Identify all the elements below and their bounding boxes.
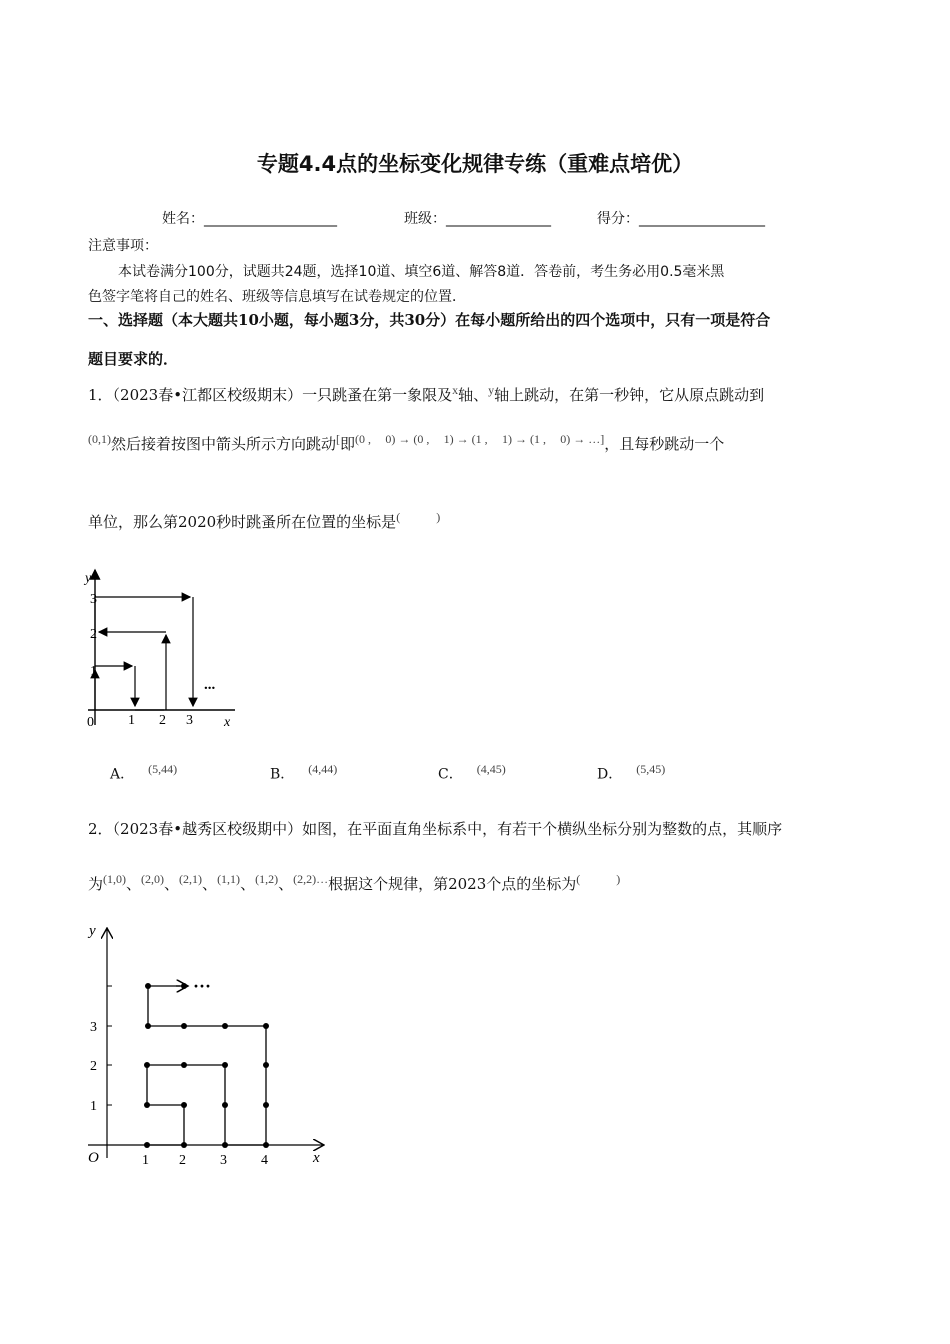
q1-text: ，且每秒跳动一个: [604, 435, 725, 453]
sequence-point: (2,1): [179, 872, 203, 886]
class-field: [404, 208, 551, 228]
sequence-part: 0) → …]: [560, 432, 605, 446]
y-axis-symbol: y: [488, 383, 495, 397]
sequence-point: (2,2)…: [293, 872, 329, 886]
separator: 、: [202, 875, 218, 893]
lattice-point: [263, 1062, 269, 1068]
option-label: D．: [597, 766, 623, 783]
q1-text: 轴上跳动，在第一秒钟，它从原点跳动到: [494, 386, 765, 404]
y-tick-label: 3: [90, 1020, 97, 1035]
q2-text: （2023春•越秀区校级期中）如图，在平面直角坐标系中，有若干个横纵坐标分别为整数的点，其顺序: [112, 820, 783, 838]
sequence-point: (2,0): [141, 872, 165, 886]
name-label: 姓名：: [162, 211, 204, 227]
q1-line-1: [88, 383, 764, 405]
q1-figure: [70, 560, 250, 740]
y-tick-label: 2: [90, 1059, 97, 1074]
separator: 、: [240, 875, 256, 893]
origin-label: 0: [87, 715, 94, 730]
q1-option-d[interactable]: [597, 762, 665, 784]
q2-text: 根据这个规律，第2023个点的坐标为: [328, 875, 577, 893]
notice-line-1: 本试卷满分100分，试题共24题，选择10道、填空6道、解答8道．答卷前，考生务必用0.5毫米黑: [118, 264, 725, 280]
option-value: (5,45): [636, 762, 666, 776]
x-tick-label: 3: [220, 1153, 227, 1168]
option-label: B．: [270, 766, 295, 783]
lattice-point: [222, 1142, 228, 1148]
sequence-part: 0) → (0 ,: [385, 432, 430, 446]
lattice-point: [181, 1102, 187, 1108]
notice-line-2: 色签字笔将自己的姓名、班级等信息填写在试卷规定的位置．: [88, 289, 466, 305]
class-blank: _______________: [446, 211, 551, 227]
y-tick-label: 1: [90, 1099, 97, 1114]
sequence-part: 1) → (1 ,: [443, 432, 488, 446]
y-tick-label: 2: [90, 627, 97, 642]
lattice-point: [144, 1142, 150, 1148]
lattice-point: [222, 1023, 228, 1029]
continuation-dots: ...: [204, 677, 216, 693]
x-axis-label: x: [313, 1150, 320, 1166]
section-heading-line-2: 题目要求的．: [88, 350, 179, 368]
section-heading-line-1: 一、选择题（本大题共10小题，每小题3分，共30分）在每小题所给出的四个选项中，只有一项是符合: [88, 311, 771, 329]
y-axis-label: y: [89, 923, 96, 939]
lattice-point: [181, 1062, 187, 1068]
separator: 、: [126, 875, 142, 893]
answer-paren-close: ): [436, 510, 441, 524]
answer-paren-open: (: [576, 872, 581, 886]
name-field: [162, 208, 337, 228]
option-value: (4,45): [476, 762, 506, 776]
lattice-point: [144, 1062, 150, 1068]
y-tick-label: 3: [90, 592, 97, 607]
q1-text: （2023春•江都区校级期末）一只跳蚤在第一象限及: [112, 386, 453, 404]
q1-line-3: [88, 510, 440, 532]
q1-text: 然后接着按图中箭头所示方向跳动: [111, 435, 337, 453]
lattice-point: [145, 1023, 151, 1029]
y-axis-label: y: [85, 571, 92, 586]
q1-text: 单位，那么第2020秒时跳蚤所在位置的坐标是: [88, 513, 397, 531]
lattice-point: [181, 1023, 187, 1029]
option-label: A．: [110, 766, 135, 783]
q2-figure: [80, 918, 340, 1173]
option-value: (4,44): [308, 762, 338, 776]
origin-label: O: [88, 1150, 99, 1166]
q2-number: 2．: [88, 820, 113, 838]
score-blank: __________________: [639, 211, 765, 227]
q2-line-1: [88, 818, 782, 839]
lattice-point: [181, 983, 187, 989]
start-point: (0,1): [88, 432, 111, 446]
lattice-point: [145, 983, 151, 989]
class-label: 班级：: [404, 211, 446, 227]
score-field: [597, 208, 765, 228]
option-value: (5,44): [148, 762, 178, 776]
name-blank: ___________________: [204, 211, 337, 227]
score-label: 得分：: [597, 211, 639, 227]
lattice-point: [263, 1102, 269, 1108]
lattice-point: [222, 1102, 228, 1108]
sequence-point: (1,2): [255, 872, 279, 886]
separator: 、: [278, 875, 294, 893]
sequence-point: (1,1): [217, 872, 241, 886]
option-label: C．: [438, 766, 463, 783]
lattice-point: [222, 1062, 228, 1068]
lattice-point: [181, 1142, 187, 1148]
x-tick-label: 2: [159, 713, 166, 728]
x-axis-symbol: x: [452, 383, 459, 397]
sequence-point: (1,0): [103, 872, 127, 886]
spiral-path: [147, 986, 266, 1145]
page-title: 专题4.4点的坐标变化规律专练（重难点培优）: [256, 152, 694, 176]
bracket-open: [: [336, 432, 341, 446]
x-tick-label: 3: [186, 713, 193, 728]
x-axis-label: x: [224, 715, 231, 730]
q1-option-a[interactable]: [110, 762, 177, 784]
separator: 、: [164, 875, 180, 893]
x-tick-label: 1: [128, 713, 135, 728]
lattice-point: [263, 1142, 269, 1148]
lattice-point: [144, 1102, 150, 1108]
answer-paren-open: (: [396, 510, 401, 524]
lattice-point: [263, 1023, 269, 1029]
notice-heading: 注意事项：: [88, 238, 158, 254]
q1-line-2: [88, 432, 724, 454]
x-tick-label: 2: [179, 1153, 186, 1168]
q1-text: 即: [340, 435, 356, 453]
x-tick-label: 4: [261, 1153, 268, 1168]
q1-number: 1．: [88, 386, 113, 404]
answer-paren-close: ): [616, 872, 621, 886]
q1-text: 轴、: [458, 386, 489, 404]
q2-text: 为: [88, 875, 104, 893]
q1-option-c[interactable]: [438, 762, 506, 784]
y-tick-label: 1: [90, 664, 97, 679]
q1-option-b[interactable]: [270, 762, 337, 784]
q2-line-2: [88, 872, 620, 894]
sequence-part: 1) → (1 ,: [501, 432, 546, 446]
sequence-part: (0 ,: [355, 432, 372, 446]
x-tick-label: 1: [142, 1153, 149, 1168]
continuation-dots: ···: [193, 976, 212, 996]
